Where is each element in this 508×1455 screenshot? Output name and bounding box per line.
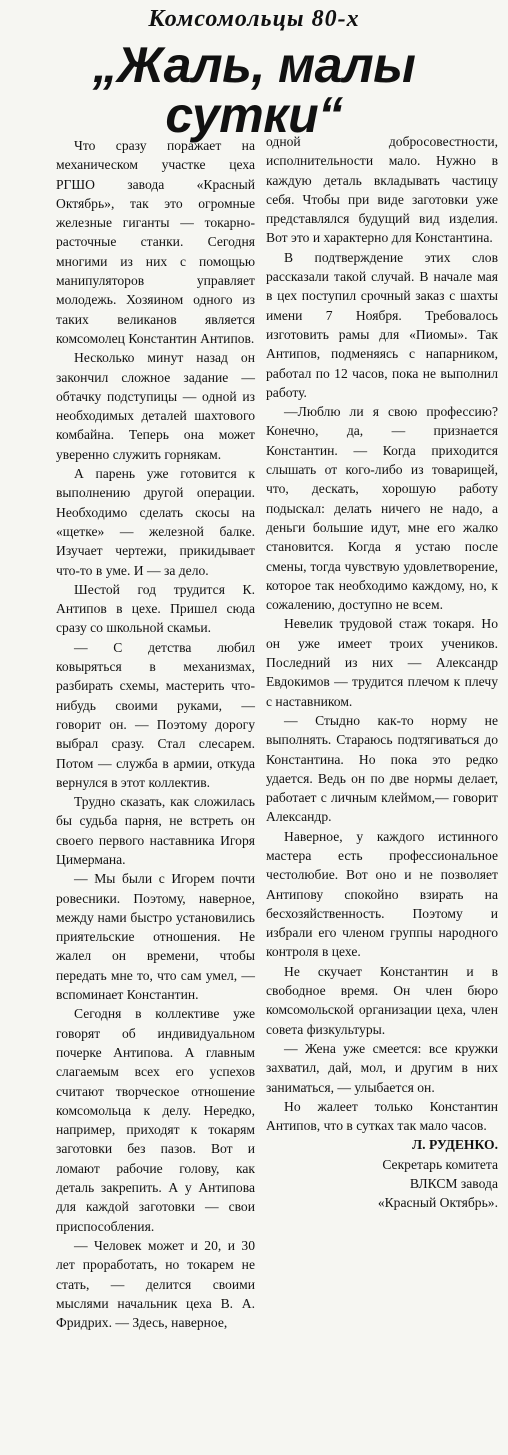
paragraph: —Люблю ли я свою профессию? Конечно, да, — признается Константин. — Когда приходится слышать от кого-либо из товарищей, что, дескать, хорошую работу подыскал: делать ничего не надо, а деньги большие идут, мне его жалко становится. Когда я устаю после смены, тогда чувствую удовлетворение, которое так необходимо каждому, но, к сожалению, доступно не всем. [266, 404, 498, 613]
signature [266, 1135, 498, 1212]
author-title: ВЛКСМ завода [409, 1176, 498, 1192]
paragraph: Что сразу поражает на механическом участке цеха РГШО завода «Красный Октябрь», так это огромные железные гиганты — токарно-расточные станки. Сегодня многими из них с помощью манипуляторов управляет молодежь. Хозяином одного из таких великанов является комсомолец Константин Антипов. [56, 138, 255, 346]
rubric: Комсомольцы 80-х [148, 6, 360, 32]
paragraph: А парень уже готовится к выполнению другой операции. Необходимо сделать скосы на «щетке» — железной балке. Изучает чертежи, прикидывает что-то в уме. И — за дело. [56, 466, 255, 578]
paragraph: Невелик трудовой стаж токаря. Но он уже имеет троих учеников. Последний из них — Александр Евдокимов — трудится плечом к плечу с наставником. [266, 616, 498, 709]
paragraph: — С детства любил ковыряться в механизмах, разбирать схемы, мастерить что-нибудь своими руками, — говорит он. — Поэтому дорогу выбрал сразу. Стал слесарем. Потом — служба в армии, откуда вернулся в этот коллектив. [56, 639, 255, 790]
paragraph: Но жалеет только Константин Антипов, что в сутках так мало часов. [266, 1098, 498, 1134]
left-column [56, 136, 255, 1332]
paragraph: В подтверждение этих слов рассказали такой случай. В начале мая в цех поступил срочный заказ с шахты имени 7 Ноября. Требовалось изготовить рамы для «Пиомы». Так Антипов, подменяясь с напарником, работал по 12 часов, пока не выполнил работу. [266, 249, 498, 400]
right-column [266, 132, 498, 1213]
paragraph: Наверное, у каждого истинного мастера есть профессиональное честолюбие. Вот оно и не позволяет Антипову спокойно взирать на бесхозяйственность. Поэтому и избрали его членом группы народного контроля в цехе. [266, 828, 498, 960]
headline: „Жаль, малы сутки“ [92, 37, 416, 143]
author-name: Л. РУДЕНКО. [412, 1137, 498, 1153]
paragraph-continued: одной добросовестности, исполнительности мало. Нужно в каждую деталь вкладывать частицу себя. Чтобы при виде заготовки уже представлялся будущий вид изделия. Вот это и характерно для Константина. [266, 134, 498, 246]
paragraph: Сегодня в коллективе уже говорят об индивидуальном почерке Антипова. А главным слагаемым всех его успехов считают творческое отношение комсомольца к делу. Нередко, например, приходят к токарям заготовки без пазов. Вот и ломают рабочие голову, как деталь закрепить. А у Антипова для каждой заготовки — свои приспособления. [56, 1006, 255, 1234]
paragraph: — Жена уже смеется: все кружки захватил, дай, мол, и другим в них заниматься, — улыбается он. [266, 1040, 498, 1095]
paragraph: — Стыдно как-то норму не выполнять. Стараюсь подтягиваться до Константина. Но пока это редко удается. Ведь он по две нормы делает, работает с личным клеймом,— говорит Александр. [266, 712, 498, 825]
author-title: Секретарь комитета [382, 1156, 498, 1172]
paragraph: Шестой год трудится К. Антипов в цехе. Пришел сюда сразу со школьной скамьи. [56, 581, 255, 636]
paragraph: Трудно сказать, как сложилась бы судьба парня, не встреть он своего первого наставника Игоря Цимермана. [56, 794, 255, 867]
paragraph: — Человек может и 20, и 30 лет проработать, но токарем не стать, — делится своими мыслями начальник цеха В. А. Фридрих. — Здесь, наверное, [56, 1237, 255, 1331]
paragraph: Не скучает Константин и в свободное время. Он член бюро комсомольской организации цеха, член совета физкультуры. [266, 963, 498, 1037]
paragraph: Несколько минут назад он закончил сложное задание — обтачку подступицы — одной из необходимых деталей шахтового комбайна. Теперь она может уверенно служить горнякам. [56, 350, 255, 462]
author-title: «Красный Октябрь». [377, 1195, 498, 1211]
paragraph: — Мы были с Игорем почти ровесники. Поэтому, наверное, между нами быстро установились приятельские отношения. Не жалел он времени, чтобы передать мне то, что сам умел, — вспоминает Константин. [56, 871, 255, 1003]
